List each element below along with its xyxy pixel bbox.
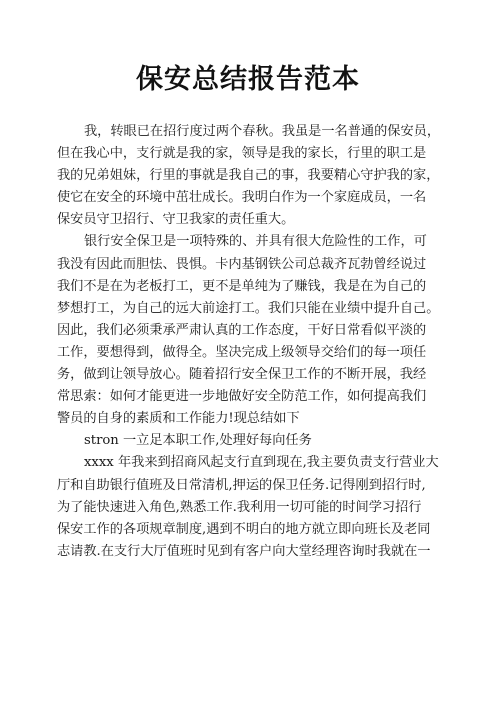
text-line: 梦想打工，为自己的远大前途打工。我们只能在业绩中提升自己。	[57, 300, 440, 316]
text-line: xxxx 年我来到招商风起支行直到现在,我主要负责支行营业大	[84, 455, 439, 471]
text-line: 因此，我们必须秉承严肃认真的工作态度，干好日常看似平淡的	[57, 322, 427, 338]
document-title: 保安总结报告范本	[136, 64, 360, 95]
text-line: 为了能快速进入角色,熟悉工作.我利用一切可能的时间学习招行	[57, 499, 422, 515]
text-line: 我们不是在为老板打工，更不是单纯为了赚钱，我是在为自己的	[57, 278, 427, 294]
text-line: 工作，要想得到，做得全。坚决完成上级领导交给们的每一项任	[57, 344, 427, 360]
text-line: stron 一立足本职工作,处理好每向任务	[84, 433, 312, 449]
text-line: 银行安全保卫是一项特殊的、并具有很大危险性的工作，可	[84, 234, 427, 250]
text-line: 务，做到让领导放心。随着招行安全保卫工作的不断开展，我经	[57, 367, 427, 383]
text-line: 但在我心中，支行就是我的家，领导是我的家长，行里的职工是	[57, 146, 427, 162]
text-line: 厅和自助银行值班及日常清机,押运的保卫任务.记得刚到招行时,	[57, 477, 426, 493]
text-line: 我，转眼已在招行度过两个春秋。我虽是一名普通的保安员，	[84, 124, 441, 139]
text-line: 我的兄弟姐妹，行里的事就是我自己的事，我要精心守护我的家，	[57, 168, 440, 184]
text-line: 警员的自身的素质和工作能力!现总结如下	[57, 411, 300, 427]
text-line: 保安工作的各项规章制度,遇到不明白的地方就立即向班长及老同	[57, 521, 431, 537]
text-line: 保安员守卫招行、守卫我家的责任重大。	[57, 212, 295, 228]
text-line: 志请教.在支行大厅值班时见到有客户向大堂经理咨询时我就在一	[57, 543, 431, 559]
document-body	[57, 121, 447, 563]
text-line: 使它在安全的环境中茁壮成长。我明白作为一个家庭成员，一名	[57, 190, 427, 206]
text-line: 常思索：如何才能更进一步地做好安全防范工作，如何提高我们	[57, 389, 427, 405]
text-line: 我没有因此而胆怯、畏惧。卡内基钢铁公司总裁齐瓦勃曾经说过	[57, 256, 427, 272]
